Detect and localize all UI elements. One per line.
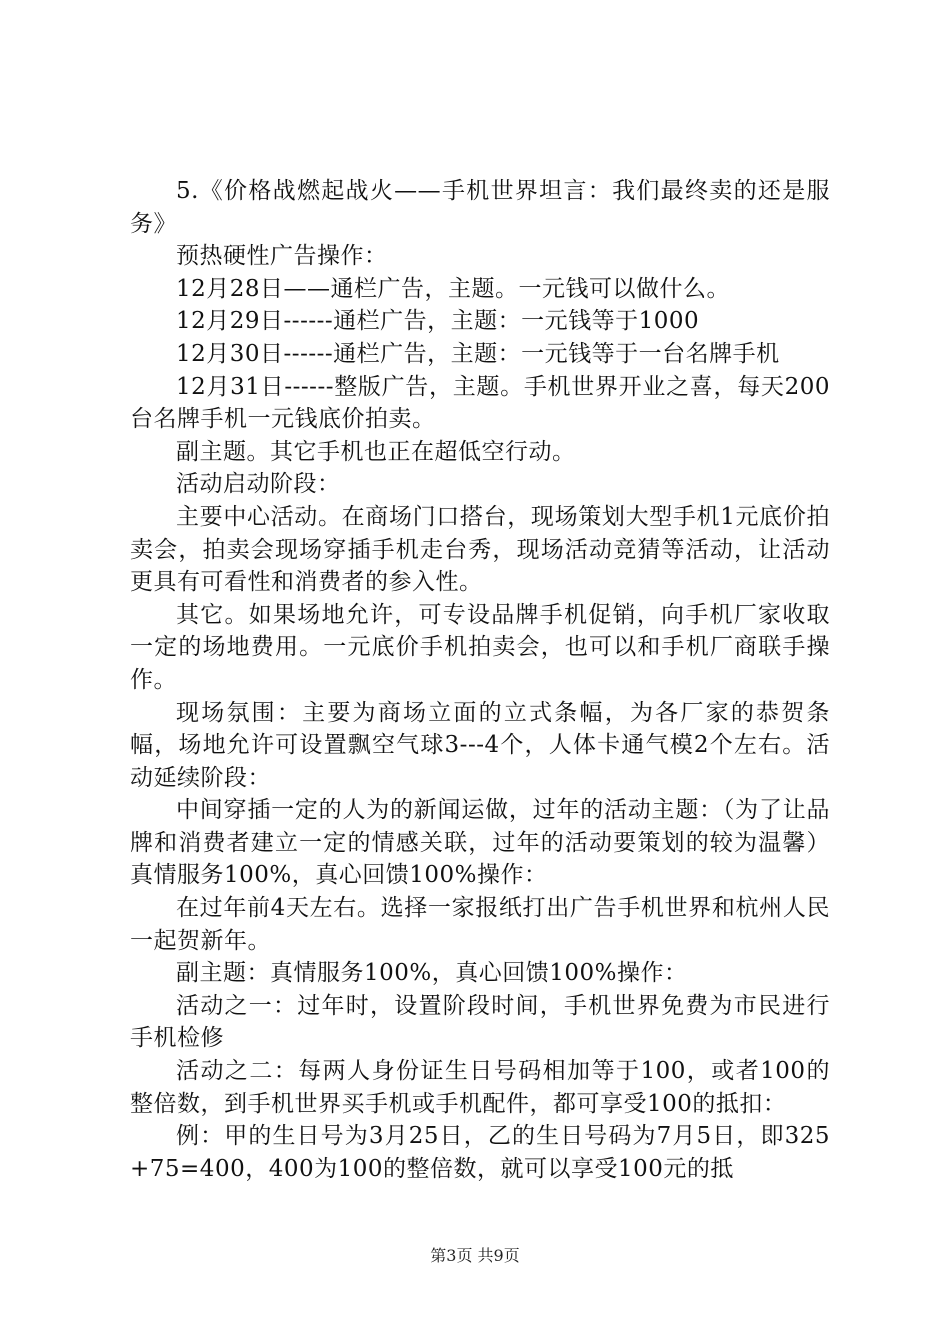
paragraph: 12月31日------整版广告，主题。手机世界开业之喜，每天200台名牌手机一元钱底价拍卖。: [130, 373, 830, 433]
paragraph: 副主题：真情服务100%，真心回馈100%操作：: [176, 960, 688, 987]
paragraph: 12月30日------通栏广告，主题：一元钱等于一台名牌手机: [176, 340, 780, 367]
paragraph: 其它。如果场地允许，可专设品牌手机促销，向手机厂家收取一定的场地费用。一元底价手机拍卖会，也可以和手机厂商联手操作。: [130, 601, 830, 693]
page-number-footer: 第3页 共9页: [430, 1246, 520, 1265]
paragraph: 12月28日——通栏广告，主题。一元钱可以做什么。: [176, 275, 731, 302]
paragraph: 现场氛围：主要为商场立面的立式条幅，为各厂家的恭贺条幅，场地允许可设置飘空气球3---4个，人体卡通气模2个左右。活动延续阶段：: [130, 699, 830, 791]
paragraph: 主要中心活动。在商场门口搭台，现场策划大型手机1元底价拍卖会，拍卖会现场穿插手机走台秀，现场活动竞猜等活动，让活动更具有可看性和消费者的参入性。: [130, 503, 830, 596]
paragraph: 例：甲的生日号为3月25日，乙的生日号码为7月5日，即325+75=400，400为100的整倍数，就可以享受100元的抵: [130, 1123, 830, 1182]
document-body: [130, 175, 830, 1185]
paragraph: 中间穿插一定的人为的新闻运做，过年的活动主题：（为了让品牌和消费者建立一定的情感关联，过年的活动要策划的较为温馨）真情服务100%，真心回馈100%操作：: [130, 797, 830, 889]
paragraph: 活动之二：每两人身份证生日号码相加等于100，或者100的整倍数，到手机世界买手机或手机配件，都可享受100的抵扣：: [130, 1058, 830, 1117]
paragraph: 12月29日------通栏广告，主题：一元钱等于1000: [176, 308, 700, 335]
paragraph: 活动之一：过年时，设置阶段时间，手机世界免费为市民进行手机检修: [130, 992, 830, 1052]
paragraph-title: 5.《价格战燃起战火——手机世界坦言：我们最终卖的还是服务》: [130, 178, 830, 237]
paragraph: 副主题。其它手机也正在超低空行动。: [176, 438, 576, 465]
paragraph: 预热硬性广告操作：: [176, 243, 388, 270]
paragraph: 活动启动阶段：: [176, 471, 341, 498]
paragraph: 在过年前4天左右。选择一家报纸打出广告手机世界和杭州人民一起贺新年。: [130, 895, 830, 954]
